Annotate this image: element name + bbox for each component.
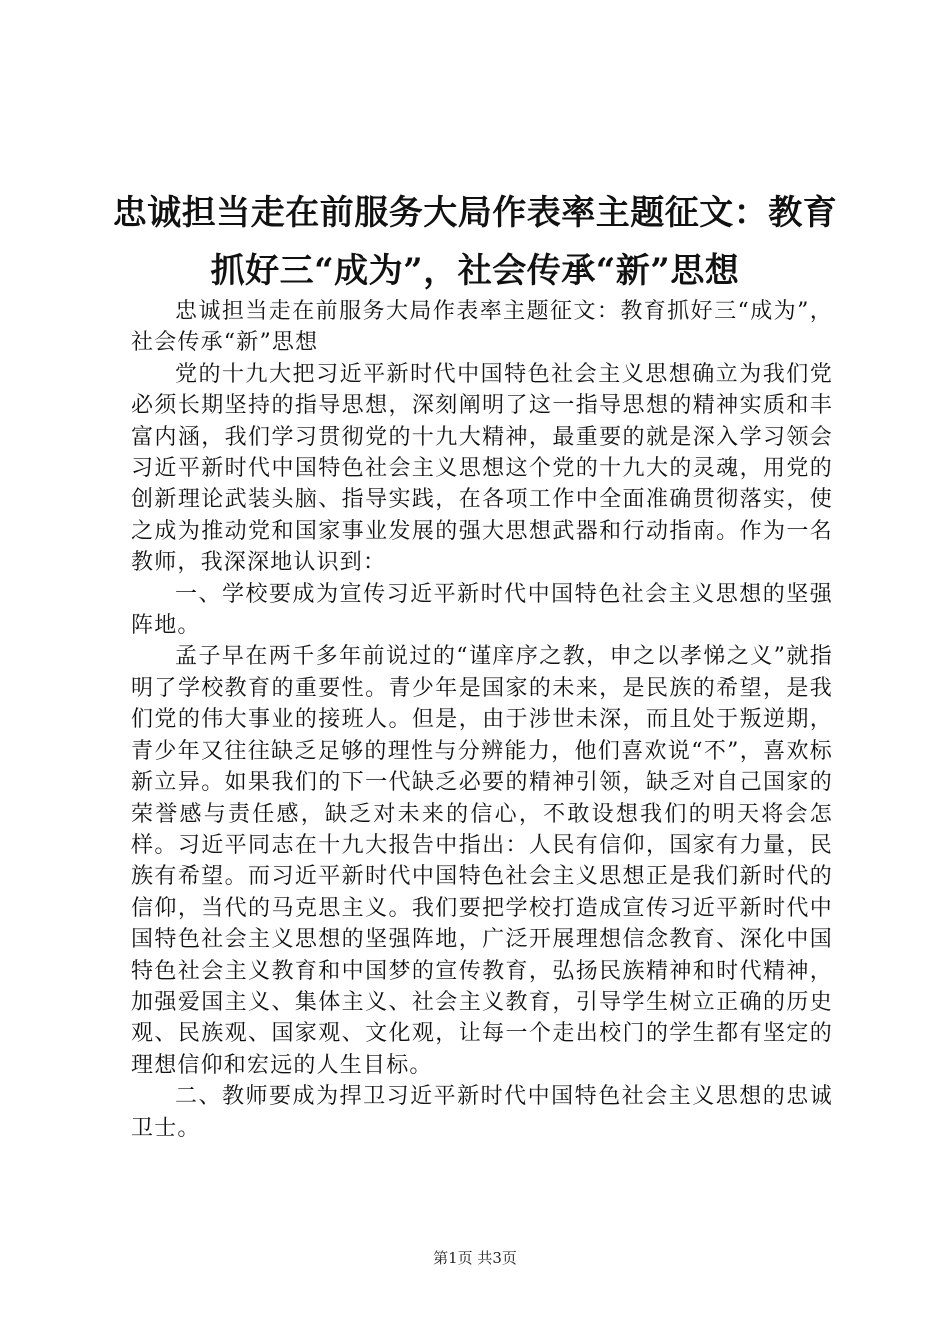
paragraph-school-education: 孟子早在两千多年前说过的“谨庠序之教，申之以孝悌之义”就指明了学校教育的重要性。青少年是国家的未来，是民族的希望，是我们党的伟大事业的接班人。但是，由于涉世未深，而且处于叛逆期，青少年又往往缺乏足够的理性与分辨能力，他们喜欢说“不”，喜欢标新立异。如果我们的下一代缺乏必要的精神引领，缺乏对自己国家的荣誉感与责任感，缺乏对未来的信心，不敢设想我们的明天将会怎样。习近平同志在十九大报告中指出：人民有信仰，国家有力量，民族有希望。而习近平新时代中国特色社会主义思想正是我们新时代的信仰，当代的马克思主义。我们要把学校打造成宣传习近平新时代中国特色社会主义思想的坚强阵地，广泛开展理想信念教育、深化中国特色社会主义教育和中国梦的宣传教育，弘扬民族精神和时代精神，加强爱国主义、集体主义、社会主义教育，引导学生树立正确的历史观、民族观、国家观、文化观，让每一个走出校门的学生都有坚定的理想信仰和宏远的人生目标。 <box>131 644 833 1078</box>
paragraph-subtitle: 忠诚担当走在前服务大局作表率主题征文：教育抓好三“成为”，社会传承“新”思想 <box>131 299 833 356</box>
page-footer: 第1页 共3页 <box>433 1249 517 1267</box>
document-body <box>131 296 833 1144</box>
paragraph-heading-two: 二、教师要成为捍卫习近平新时代中国特色社会主义思想的忠诚卫士。 <box>131 1084 833 1141</box>
paragraph-intro: 党的十九大把习近平新时代中国特色社会主义思想确立为我们党必须长期坚持的指导思想，深刻阐明了这一指导思想的精神实质和丰富内涵，我们学习贯彻党的十九大精神，最重要的就是深入学习领会习近平新时代中国特色社会主义思想这个党的十九大的灵魂，用党的创新理论武装头脑、指导实践，在各项工作中全面准确贯彻落实，使之成为推动党和国家事业发展的强大思想武器和行动指南。作为一名教师，我深深地认识到： <box>131 361 833 576</box>
document-title: 忠诚担当走在前服务大局作表率主题征文：教育抓好三“成为”，社会传承“新”思想 <box>112 193 838 291</box>
paragraph-heading-one: 一、学校要成为宣传习近平新时代中国特色社会主义思想的坚强阵地。 <box>131 581 833 639</box>
